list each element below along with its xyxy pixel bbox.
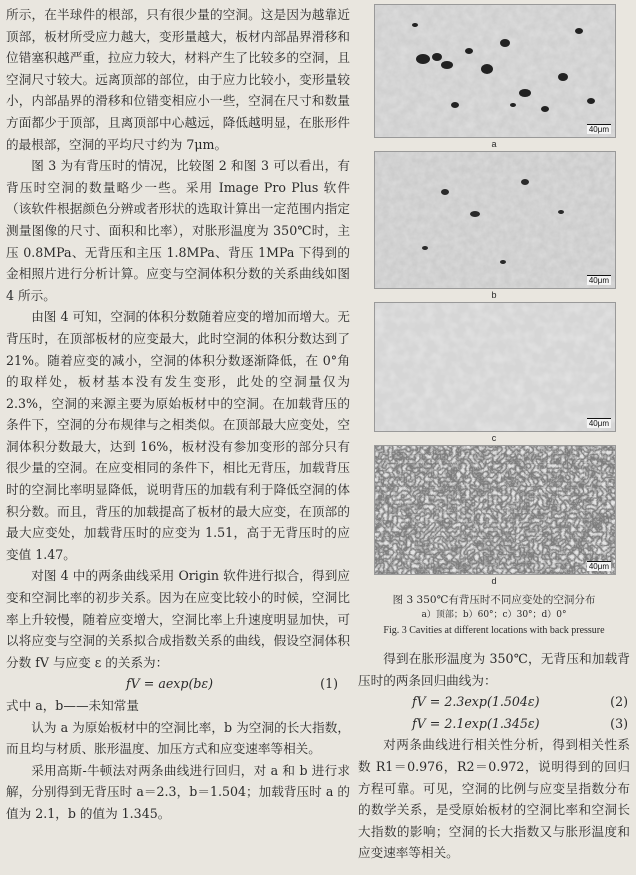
paragraph-7: 采用高斯-牛顿法对两条曲线进行回归，对 a 和 b 进行求解，分别得到无背压时 a＝2.3，b＝1.504；加载背压时 a 的值为 2.1，b 的值为 1.345。: [6, 762, 350, 821]
micrograph-a-image: [375, 5, 615, 137]
micrograph-b: [374, 151, 616, 289]
paragraph-3: 由图 4 可知，空洞的体积分数随着应变的增加而增大。无背压时，在顶部板材的应变最大，此时空洞的体积分数达到了 21%。随着应变的减小，空洞的体积分数逐渐降低，在 0°角的取样处，板材基本没有发生变形，此处的空洞量仅为 2.3%，空洞的来源主要为原始板材中的空洞。在加载背压的条件下，空洞的分布规律与之相类似。在顶部最大应变处，空洞体积分数最大，达到 16%，板材没有参加变形的部分只有很少量的空洞。在应变相同的条件下，相比无背压，加载背压时的空洞比率明显降低，说明背压的加载有利于降低空洞的体积分数。而且，背压的加载提高了板材的最大应变，在顶部的最大应变处，加载背压时的应变为 1.51，高于无背压时的应变值 1.47。: [6, 309, 350, 562]
right-text: [358, 648, 630, 864]
right-column: [358, 4, 630, 864]
equation-2: [358, 691, 630, 713]
scale-bar-a: 40μm: [588, 125, 609, 134]
micrograph-a: [374, 4, 616, 138]
paragraph-2: 图 3 为有背压时的情况，比较图 2 和图 3 可以看出，有背压时空洞的数量略少一些。采用 Image Pro Plus 软件（该软件根据颜色分辨或者形状的选取计算出一定范围内指定测量图像的尺寸、面积和比率），对胀形温度为 350℃时，主压 0.8MPa、无背压和主压 1.8MPa、背压 1MPa 下得到的金相照片进行分析计算。应变与空洞体积分数的关系曲线如图 4 所示。: [6, 158, 350, 303]
micrograph-c-image: [375, 303, 615, 431]
paragraph-6: 认为 a 为原始板材中的空洞比率，b 为空洞的长大指数，而且均与材质、胀形温度、加压方式和应变速率等相关。: [6, 719, 350, 757]
left-column: [6, 4, 350, 825]
equation-2-body: fV = 2.3exp(1.504ε): [412, 694, 540, 710]
paragraph-1: 所示，在半球件的根部，只有很少量的空洞。这是因为越靠近顶部，板材所受应力越大，变形量越大，板材内部晶界滑移和位错塞积越严重，拉应力较大，材料产生了比较多的空洞，且空洞尺寸较大。远离顶部的部位，由于应力比较小，变形量较小，内部晶界的滑移和位错变相应小一些，空洞在尺寸和数量方面都少于顶部，且离顶部中心越远，降低越明显，在胀形件的最根部，空洞的平均尺寸约为 7μm。: [6, 7, 350, 152]
micrograph-c: [374, 302, 616, 432]
micrograph-b-image: [375, 152, 615, 288]
paragraph-4: 对图 4 中的两条曲线采用 Origin 软件进行拟合，得到应变和空洞比率的初步关系。因为在应变比较小的时候，空洞比率上升较慢，随着应变增大，空洞比率上升速度明显加快，可以将应变与空洞的关系拟合成指数关系的曲线，假设空洞体积分数 fV 与应变 ε 的关系为：: [6, 568, 350, 670]
paragraph-5: 式中 a，b——未知常量: [6, 698, 139, 713]
panel-label-b: b: [491, 290, 497, 300]
figure-caption-sub: a）顶部；b）60°；c）30°；d）0°: [421, 610, 567, 620]
equation-3-body: fV = 2.1exp(1.345ε): [412, 715, 540, 731]
equation-2-number: (2): [610, 694, 628, 710]
right-paragraph-1: 得到在胀形温度为 350℃，无背压和加载背压时的两条回归曲线为：: [358, 651, 630, 688]
panel-label-a: a: [491, 139, 497, 149]
micrograph-d-image: [375, 446, 615, 574]
scale-bar-b: 40μm: [588, 276, 609, 285]
figure-caption-en: Fig. 3 Cavities at different locations with back pressure: [383, 625, 605, 636]
figure-caption-zh: 图 3 350℃有背压时不同应变处的空洞分布: [392, 594, 596, 606]
equation-1: [6, 673, 350, 695]
panel-label-d: d: [491, 576, 497, 586]
micrograph-d: [374, 445, 616, 575]
equation-3: [358, 713, 630, 735]
panel-label-c: c: [491, 433, 497, 443]
scale-bar-c: 40μm: [588, 419, 609, 428]
right-paragraph-2: 对两条曲线进行相关性分析，得到相关性系数 R1＝0.976，R2＝0.972，说明得到的回归方程可靠。可见，空洞的比例与应变呈指数分布的数学关系，是受原始板材的空洞比率和空洞长大指数的影响；空洞的长大指数又与胀形温度和应变速率等相关。: [358, 737, 630, 861]
equation-1-number: (1): [320, 676, 338, 692]
equation-1-body: fV = aexp(bε): [126, 676, 214, 692]
scale-bar-d: 40μm: [588, 562, 609, 571]
equation-3-number: (3): [610, 715, 628, 731]
